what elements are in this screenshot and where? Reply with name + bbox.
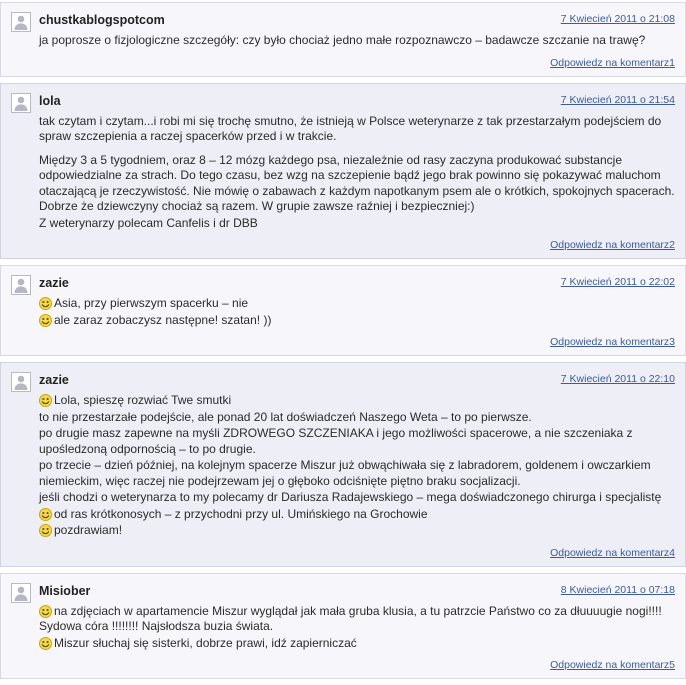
comment-paragraph bbox=[39, 114, 675, 145]
comment-paragraph bbox=[39, 313, 675, 329]
reply-row bbox=[11, 55, 675, 69]
avatar-icon bbox=[11, 12, 31, 32]
comment-text: Lola, spieszę rozwiać Twe smutki bbox=[54, 393, 232, 407]
comment-header bbox=[11, 371, 675, 389]
comment-text: jeśli chodzi o weterynarza to my polecamy dr Dariusza Radajewskiego – mega doświadczonego chirurga i specjalistę bbox=[39, 490, 662, 504]
comment-paragraph bbox=[39, 410, 675, 426]
comment-date-link[interactable]: 7 Kwiecień 2011 o 21:54 bbox=[560, 93, 675, 106]
comment-text: tak czytam i czytam...i robi mi się trochę smutno, że istnieją w Polsce weterynarze z tak przestarzałym podejściem do spraw szczepienia a raczej spacerków przed i w trakcie. bbox=[39, 113, 662, 143]
smiley-icon bbox=[39, 313, 54, 327]
comment-text: po drugie masz zapewne na myśli ZDROWEGO SZCZENIAKA i jego możliwości spacerowe, a nie szczeniaka z upośledzoną odpornością – to po drugie. bbox=[39, 426, 633, 456]
comment-paragraph bbox=[39, 636, 675, 652]
comment-text: na zdjęciach w apartamencie Miszur wyglądał jak mała gruba klusia, a tu patrzcie Państwo co za dłuuuugie nogi!!!! Sydowa córa !!!!!!!! Najsłodsza buzia świata. bbox=[39, 603, 662, 633]
comment-body bbox=[39, 393, 675, 539]
comment-text: ja poprosze o fizjologiczne szczegóły: czy było chociaż jedno małe rozpoznawczo – badawcze szczanie na trawę? bbox=[39, 33, 646, 47]
reply-row bbox=[11, 334, 675, 348]
smiley-icon bbox=[39, 393, 54, 407]
comment-paragraph bbox=[39, 33, 675, 49]
comment-date-link[interactable]: 8 Kwiecień 2011 o 07:18 bbox=[560, 583, 675, 596]
comment-item bbox=[0, 265, 686, 356]
comment-paragraph bbox=[39, 490, 675, 506]
avatar-icon bbox=[11, 372, 31, 392]
comment-paragraph bbox=[39, 216, 675, 232]
comment-author: zazie bbox=[39, 276, 69, 290]
comment-body bbox=[39, 33, 675, 49]
comment-header bbox=[11, 274, 675, 292]
comment-item bbox=[0, 2, 686, 77]
avatar-icon bbox=[11, 93, 31, 113]
reply-row bbox=[11, 237, 675, 251]
comment-item bbox=[0, 573, 686, 680]
comment-item bbox=[0, 362, 686, 567]
smiley-icon bbox=[39, 523, 54, 537]
comment-date-link[interactable]: 7 Kwiecień 2011 o 22:02 bbox=[560, 276, 675, 288]
comment-text: po trzecie – dzień później, na kolejnym spacerze Miszur już obwąchiwała się z labradorem, goldenem i owczarkiem niemieckim, więc raczej nie podejrzewam jej o głęboko odciśnięte piętno braku socjalizacji. bbox=[39, 458, 651, 488]
avatar-icon bbox=[11, 275, 31, 295]
comment-text: Z weterynarzy polecam Canfelis i dr DBB bbox=[39, 215, 258, 230]
comment-paragraph bbox=[39, 507, 675, 523]
reply-link[interactable]: Odpowiedz na komentarz2 bbox=[550, 239, 675, 251]
reply-row bbox=[11, 545, 675, 559]
comment-text: pozdrawiam! bbox=[54, 523, 123, 537]
reply-link[interactable]: Odpowiedz na komentarz4 bbox=[550, 546, 675, 559]
comment-header bbox=[11, 11, 675, 29]
comment-paragraph bbox=[39, 296, 675, 312]
reply-link[interactable]: Odpowiedz na komentarz3 bbox=[550, 336, 675, 348]
reply-link[interactable]: Odpowiedz na komentarz5 bbox=[550, 659, 675, 671]
comment-text: Między 3 a 5 tygodniem, oraz 8 – 12 mózg każdego psa, niezależnie od rasy zaczyna produkować substancje odpowiedzialne za strach. Do tego czasu, bez wzg na szczepienie bądź jego brak powinno się pokazywać maluchom otaczającą je rzeczywistość. Nie mówię o zabawach z każdym napotkanym psem ale o krótkich, spokojnych spacerach. Dobrze że dziewczyny chociaż są razem. W grupie zawsze raźniej i bezpieczniej:) bbox=[39, 152, 675, 213]
comment-text: od ras krótkonosych – z przychodni przy ul. Umińskiego na Grochowie bbox=[54, 506, 428, 521]
comment-header bbox=[11, 582, 675, 600]
comment-paragraph bbox=[39, 153, 675, 215]
comment-header bbox=[11, 92, 675, 110]
comment-author: Misiober bbox=[39, 583, 91, 598]
reply-row bbox=[11, 657, 675, 671]
comment-item bbox=[0, 83, 686, 260]
comment-paragraph bbox=[39, 604, 675, 635]
comment-date-link[interactable]: 7 Kwiecień 2011 o 22:10 bbox=[560, 373, 675, 385]
comment-author: zazie bbox=[39, 373, 69, 387]
comments-list bbox=[0, 2, 686, 679]
smiley-icon bbox=[39, 296, 54, 310]
comment-author: lola bbox=[39, 93, 61, 108]
comment-date-link[interactable]: 7 Kwiecień 2011 o 21:08 bbox=[560, 13, 675, 25]
comment-body bbox=[39, 296, 675, 328]
comment-author: chustkablogspotcom bbox=[39, 13, 165, 27]
smiley-icon bbox=[39, 604, 54, 618]
comment-text: ale zaraz zobaczysz następne! szatan! )) bbox=[54, 312, 272, 327]
comment-paragraph bbox=[39, 523, 675, 539]
comment-text: to nie przestarzałe podejście, ale ponad 20 lat doświadczeń Naszego Weta – to po pierwsze. bbox=[39, 409, 532, 424]
reply-link[interactable]: Odpowiedz na komentarz1 bbox=[550, 56, 675, 69]
comment-paragraph bbox=[39, 458, 675, 489]
comment-body bbox=[39, 114, 675, 232]
comment-body bbox=[39, 604, 675, 652]
comment-text: Miszur słuchaj się sisterki, dobrze prawi, idź zapierniczać bbox=[54, 635, 357, 650]
avatar-icon bbox=[11, 583, 31, 603]
comment-text: Asia, przy pierwszym spacerku – nie bbox=[54, 296, 249, 310]
comment-paragraph bbox=[39, 426, 675, 457]
smiley-icon bbox=[39, 636, 54, 650]
smiley-icon bbox=[39, 507, 54, 521]
comment-paragraph bbox=[39, 393, 675, 409]
